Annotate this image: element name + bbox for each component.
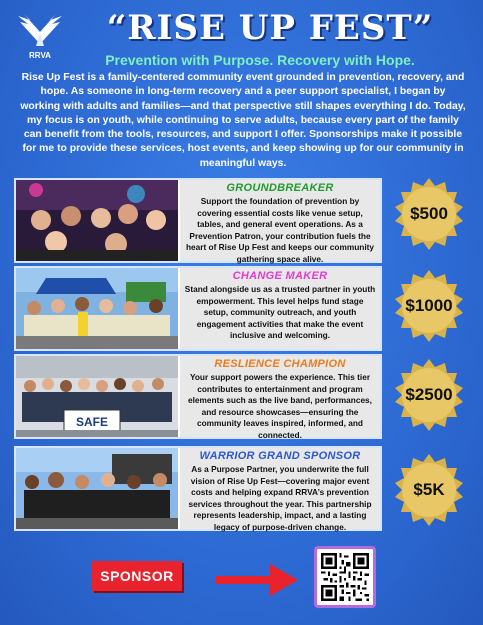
eagle-wings-icon — [14, 14, 66, 62]
tier-photo-outdoor — [16, 268, 178, 349]
tier-amount: $1000 — [405, 296, 453, 315]
intro-paragraph: Rise Up Fest is a family-centered community event grounded in prevention, recovery, and hope. As someone in long-term recovery and a peer support specialist, I began by working with adults and families—and that perspective still shapes everything I do. Today, my focus is on youth, while continuing to serve adults, because every part of the family can benefit from the tools, resources, and support I offer. Sponsorships make it possible for me to provide these services, host events, and keep showing up for our community in meaningful ways. — [20, 72, 466, 169]
right-arrow-icon — [214, 560, 300, 600]
page-title: “RISE UP FEST” — [106, 8, 434, 48]
qr-code-icon — [321, 553, 369, 601]
tier-info — [180, 268, 380, 349]
tier-amount: $2500 — [405, 385, 453, 404]
tier-card-change-maker — [14, 266, 382, 351]
tier-photo-group — [16, 356, 178, 437]
tier-photo-party — [16, 180, 178, 261]
price-seal-5k — [393, 454, 465, 526]
tier-description: Your support powers the experience. This tier contributes to entertainment and program elements such as the live band, performances, and resource showcases—ensuring the community leaves inspired, informed, and connected. — [188, 372, 372, 440]
tier-description: Support the foundation of prevention by covering essential costs like venue setup, tables, and general event operations. As a Prevention Patron, your contribution fuels the heart of Rise Up Fest and keeps our community gathering space alive. — [185, 196, 375, 264]
tier-info — [180, 180, 380, 264]
rrva-logo — [14, 14, 66, 62]
tier-card-resilience-champion — [14, 354, 382, 439]
tier-amount: $5K — [413, 480, 445, 499]
price-seal-1000 — [393, 270, 465, 342]
tier-description: Stand alongside us as a trusted partner in youth empowerment. This level helps fund stage setup, community outreach, and youth engagement activities that make the event inclusive and welcoming. — [184, 284, 376, 341]
tier-photo-street — [16, 448, 178, 529]
tier-name: CHANGE MAKER — [232, 270, 328, 282]
tier-card-warrior-grand-sponsor — [14, 446, 382, 531]
banner-text: SAFE — [75, 415, 109, 429]
tier-amount: $500 — [410, 204, 448, 223]
tier-name: RESLIENCE CHAMPION — [214, 358, 346, 370]
tier-name: GROUNDBREAKER — [226, 182, 334, 194]
tier-card-groundbreaker — [14, 178, 382, 263]
qr-code[interactable] — [314, 546, 376, 608]
logo-text: RRVA — [29, 51, 51, 60]
tier-info — [180, 448, 380, 532]
price-seal-2500 — [393, 359, 465, 431]
tier-name: WARRIOR GRAND SPONSOR — [199, 450, 361, 462]
price-seal-500 — [393, 178, 465, 250]
tier-description: As a Purpose Partner, you underwrite the full vision of Rise Up Fest—covering major event costs and helping expand RRVA’s prevention services throughout the year. This partnership represents leadership, impact, and a lasting legacy of purpose-driven change. — [188, 464, 372, 532]
tier-info — [180, 356, 380, 440]
sponsor-button[interactable]: SPONSOR — [92, 561, 182, 591]
page-subtitle: Prevention with Purpose. Recovery with Hope. — [105, 52, 415, 68]
